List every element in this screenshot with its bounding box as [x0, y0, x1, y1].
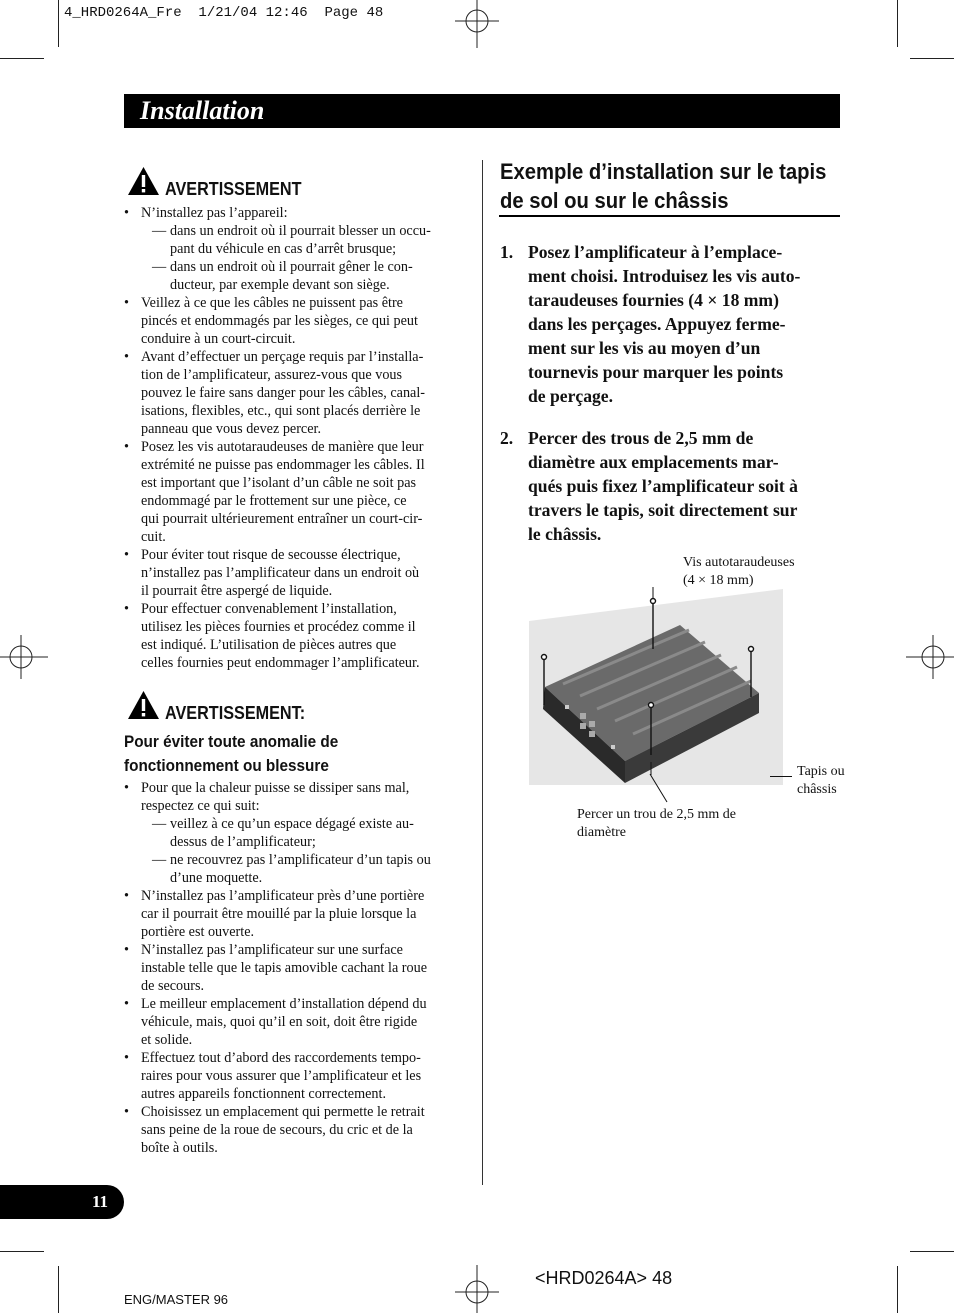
warning-subheading: Pour éviter toute anomalie de fonctionnement ou blessure: [124, 732, 339, 775]
section-title: Installation: [140, 96, 265, 125]
warning-item: • Pour effectuer convenablement l’installation, utilisez les pièces fournies et procédez comme il est indiqué. L’utilisation de pièces autres que celles fournies peut endommager l’amplificateur.: [124, 600, 474, 672]
warning-heading: AVERTISSEMENT: [165, 179, 302, 199]
section-title-band: [124, 94, 840, 128]
registration-mark-icon: [0, 632, 50, 682]
warning-item: • Posez les vis autotaraudeuses de manière que leur extrémité ne puisse pas endommager les câbles. Il est important que l’isolant d’un câble ne soit pas endommagé par le frottement sur une pièce, ce qui pourrait ultérieurement entraîner un court-cir- cuit.: [124, 438, 474, 546]
page-number-tab: [0, 1185, 124, 1219]
warning-triangle-icon: [127, 690, 160, 720]
warning-subitem: — dans un endroit où il pourrait blesser un occu- pant du véhicule en cas d’arrêt brusque;: [124, 222, 474, 258]
warning-list: [124, 204, 474, 672]
warning-subitem: — veillez à ce qu’un espace dégagé existe au- dessus de l’amplificateur;: [124, 815, 474, 851]
column-divider: [482, 160, 483, 1185]
installation-example-heading: Exemple d’installation sur le tapis de sol ou sur le châssis: [500, 159, 827, 213]
warning-item: • Avant d’effectuer un perçage requis par l’installa- tion de l’amplificateur, assurez-vous que vous pouvez le faire sans danger pour les câbles, canal- isations, flexibles, etc., qui sont placés derrière le panneau que vous devez percer.: [124, 348, 474, 438]
label-mat-or-chassis: Tapis ou châssis: [797, 764, 845, 797]
step-number: 1.: [500, 242, 514, 262]
leader-line: [770, 776, 792, 777]
warning-heading: AVERTISSEMENT:: [165, 703, 306, 723]
registration-mark-icon: [904, 632, 954, 682]
step-text: Percer des trous de 2,5 mm de diamètre aux emplacements mar- qués puis fixez l’amplificateur soit à travers le tapis, soit directement sur le châssis.: [528, 428, 798, 544]
warning-item: • N’installez pas l’amplificateur près d’une portière car il pourrait être mouillé par la pluie lorsque la portière est ouverte.: [124, 887, 474, 941]
warning-item: • Le meilleur emplacement d’installation dépend du véhicule, mais, quoi qu’il en soit, doit être rigide et solide.: [124, 995, 474, 1049]
page-number: 11: [91, 1192, 108, 1211]
registration-mark-icon: [452, 1263, 502, 1313]
warning-item: • N’installez pas l’appareil:: [124, 204, 474, 222]
warning-subitem: — dans un endroit où il pourrait gêner le con- ducteur, par exemple devant son siège.: [124, 258, 474, 294]
warning-item: • Veillez à ce que les câbles ne puissent pas être pincés et endommagés par les sièges, ce qui peut conduire à un court-circuit.: [124, 294, 474, 348]
warning-list: [124, 779, 474, 1157]
doc-code: <HRD0264A> 48: [535, 1268, 673, 1288]
warning-item: • Pour que la chaleur puisse se dissiper sans mal, respectez ce qui suit:: [124, 779, 474, 815]
warning-item: • N’installez pas l’amplificateur sur une surface instable telle que le tapis amovible cachant la roue de secours.: [124, 941, 474, 995]
step-text: Posez l’amplificateur à l’emplace- ment choisi. Introduisez les vis auto- taraudeuses fournies (4 × 18 mm) dans les perçages. Appuyez ferme- ment sur les vis au moyen d’un tournevis pour marquer les points de perçage.: [528, 242, 801, 406]
label-drill-hole: Percer un trou de 2,5 mm de diamètre: [577, 807, 737, 840]
warning-subitem: — ne recouvrez pas l’amplificateur d’un tapis ou d’une moquette.: [124, 851, 474, 887]
amplifier-installation-figure: [525, 585, 785, 795]
leader-line: [645, 774, 675, 804]
warning-item: • Pour éviter tout risque de secousse électrique, n’installez pas l’amplificateur dans un endroit où il pourrait être aspergé de liquide.: [124, 546, 474, 600]
label-self-tapping-screws: Vis autotaraudeuses (4 × 18 mm): [683, 555, 795, 588]
installation-step: [500, 426, 845, 546]
installation-step: [500, 240, 845, 408]
installation-steps: [500, 240, 845, 564]
warning-item: • Choisissez un emplacement qui permette le retrait sans peine de la roue de secours, du cric et de la boîte à outils.: [124, 1103, 474, 1157]
footer-master: ENG/MASTER 96: [124, 1292, 229, 1307]
print-slug: 4_HRD0264A_Fre 1/21/04 12:46 Page 48: [64, 5, 384, 21]
warning-item: • Effectuez tout d’abord des raccordements tempo- raires pour vous assurer que l’amplificateur et les autres appareils fonctionnent correctement.: [124, 1049, 474, 1103]
registration-mark-icon: [452, 0, 502, 50]
warning-triangle-icon: [127, 166, 160, 196]
step-number: 2.: [500, 428, 514, 448]
heading-rule: [499, 215, 840, 217]
